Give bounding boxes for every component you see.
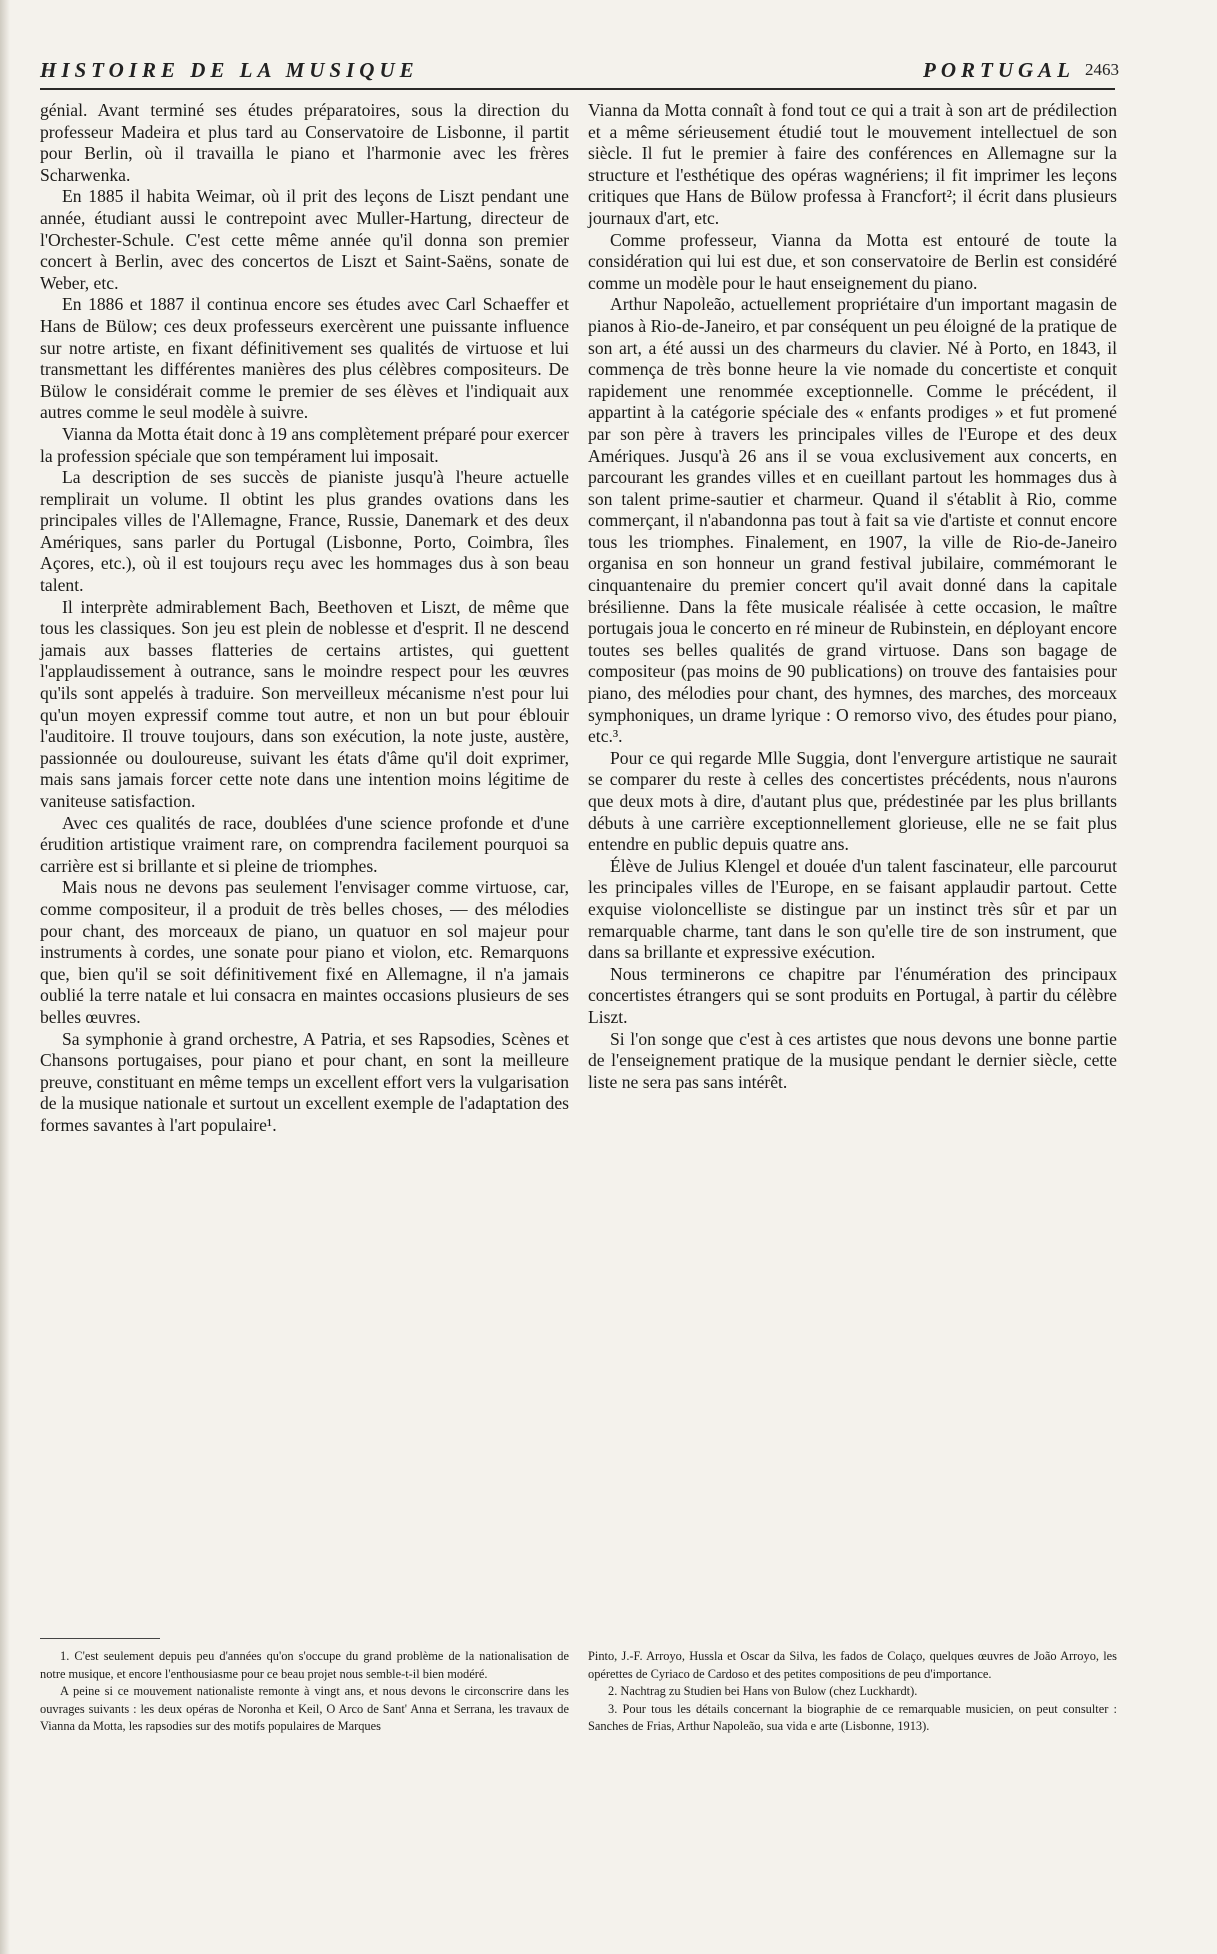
footnote: A peine si ce mouvement nationaliste remonte à vingt ans, et nous devons le circonscrire dans les ouvrages suivants : les deux opéras de Noronha et Keil, O Arco de Sant' Anna et Serrana, les travaux de Vianna da Motta, les rapsodies sur des motifs populaires de Marques: [40, 1684, 569, 1734]
paragraph: Si l'on songe que c'est à ces artistes que nous devons une bonne partie de l'enseignement pratique de la musique pendant le dernier siècle, cette liste ne sera pas sans intérêt.: [588, 1028, 1117, 1092]
paragraph: Arthur Napoleão, actuellement propriétaire d'un important magasin de pianos à Rio-de-Janeiro, et par conséquent un peu éloigné de la pratique de son art, a été aussi un des charmeurs du clavier. Né à Porto, en 1843, il commença de très bonne heure la vie nomade du concertiste et conquit rapidement une renommée exceptionnelle. Comme le précédent, il appartint à la catégorie spéciale des « enfants prodiges » et fut promené par son père à travers les principales villes de l'Europe et des deux Amériques. Jusqu'à 26 ans il se voua exclusivement aux concerts, en parcourant les grandes villes et en cueillant partout les hommages dus à son talent prime-sautier et charmeur. Quand il s'établit à Rio, comme commerçant, il n'abandonna pas tout à fait sa vie d'artiste et connut encore tous les triomphes. Finalement, en 1907, la ville de Rio-de-Janeiro organisa en son honneur un grand festival jubilaire, commémorant le cinquantenaire du premier concert qu'il avait donné dans la capitale brésilienne. Dans la fête musicale réalisée à cette occasion, le maître portugais joua le concerto en ré mineur de Rubinstein, en déployant encore toutes ses belles qualités de grand virtuose. Dans son bagage de compositeur (pas moins de 90 publications) on trouve des fantaisies pour piano, des mélodies pour chant, des hymnes, des marches, des morceaux symphoniques, un drame lyrique : O remorso vivo, des études pour piano, etc.³.: [588, 294, 1117, 747]
footnote: 1. C'est seulement depuis peu d'années qu'on s'occupe du grand problème de la nationalisation de notre musique, et encore l'enthousiasme pour ce beau projet nous semble-t-il bien modéré.: [40, 1649, 569, 1681]
footnote: 2. Nachtrag zu Studien bei Hans von Bulow (chez Luckhardt).: [608, 1684, 918, 1699]
running-header: [40, 58, 1119, 90]
paragraph: Pour ce qui regarde Mlle Suggia, dont l'envergure artistique ne saurait se comparer du reste à celles des concertistes précédents, nous n'aurons que deux mots à dire, d'autant plus que, prédestinée par les plus brillants débuts à une carrière exceptionnellement glorieuse, elle ne se fait plus entendre en public depuis quatre ans.: [588, 747, 1117, 855]
paragraph: Vianna da Motta connaît à fond tout ce qui a trait à son art de prédilection et a même sérieusement étudié tout le mouvement intellectuel de son siècle. Il fut le premier à faire des conférences en Allemagne sur la structure et l'esthétique des opéras wagnériens; il fit imprimer les leçons critiques que Hans de Bülow professa à Francfort²; il écrit dans plusieurs journaux d'art, etc.: [588, 100, 1117, 228]
footnote-separator: [40, 1638, 160, 1639]
right-text-column: [588, 100, 1117, 1093]
paragraph: Nous terminerons ce chapitre par l'énumération des principaux concertistes étrangers qui se sont produits en Portugal, à partir du célèbre Liszt.: [588, 963, 1117, 1027]
paragraph: La description de ses succès de pianiste jusqu'à l'heure actuelle remplirait un volume. Il obtint les plus grandes ovations dans les principales villes de l'Allemagne, France, Russie, Danemark et des deux Amériques, sans parler du Portugal (Lisbonne, Porto, Coimbra, îles Açores, etc.), où il est toujours reçu avec les hommages dus à son beau talent.: [40, 467, 569, 596]
paragraph: Sa symphonie à grand orchestre, A Patria, et ses Rapsodies, Scènes et Chansons portugaises, pour piano et pour chant, en sont la meilleure preuve, constituant en même temps un excellent effort vers la vulgarisation de la musique nationale et surtout un excellent exemple de l'adaptation des formes savantes à l'art populaire¹.: [40, 1028, 569, 1135]
page-number: 2463: [1085, 60, 1119, 79]
paragraph: génial. Avant terminé ses études préparatoires, sous la direction du professeur Madeira et plus tard au Conservatoire de Lisbonne, il partit pour Berlin, où il travailla le piano et l'harmonie avec les frères Scharwenka.: [40, 100, 569, 185]
header-book-title: HISTOIRE DE LA MUSIQUE: [40, 58, 419, 82]
paragraph: Vianna da Motta était donc à 19 ans complètement préparé pour exercer la profession spéciale que son tempérament lui imposait.: [40, 423, 569, 466]
paragraph: Mais nous ne devons pas seulement l'envisager comme virtuose, car, comme compositeur, il a produit de très belles choses, — des mélodies pour chant, des morceaux de piano, un quatuor en sol majeur pour instruments à cordes, une sonate pour piano et violon, etc. Remarquons que, bien qu'il se soit définitivement fixé en Allemagne, il n'a jamais oublié la terre natale et lui consacra en maintes occasions plusieurs de ses belles œuvres.: [40, 877, 569, 1027]
header-chapter-title: PORTUGAL: [923, 58, 1075, 82]
right-footnotes: [588, 1648, 1117, 1736]
footnote: 3. Pour tous les détails concernant la biographie de ce remarquable musicien, on peut consulter : Sanches de Frias, Arthur Napoleão, sua vida e arte (Lisbonne, 1913).: [588, 1701, 1117, 1734]
paragraph: Avec ces qualités de race, doublées d'une science profonde et d'une érudition artistique vraiment rare, on comprendra facilement pourquoi sa carrière est si brillante et si pleine de triomphes.: [40, 812, 569, 876]
paragraph: En 1885 il habita Weimar, où il prit des leçons de Liszt pendant une année, étudiant aussi le contrepoint avec Muller-Hartung, directeur de l'Orchester-Schule. C'est cette même année qu'il donna son premier concert à Berlin, avec des concertos de Liszt et Saint-Saëns, sonate de Weber, etc.: [40, 186, 569, 293]
paragraph: Il interprète admirablement Bach, Beethoven et Liszt, de même que tous les classiques. Son jeu est plein de noblesse et d'esprit. Il ne descend jamais aux basses flatteries de certains artistes, qui guettent l'applaudissement à outrance, sans le moindre respect pour les œuvres qu'ils sont appelés à traduire. Son merveilleux mécanisme n'est pour lui qu'un moyen expressif comme tout autre, et non un but pour éblouir l'auditoire. Il trouve toujours, dans son exécution, la note juste, austère, passionnée ou douloureuse, suivant les états d'âme qu'il doit exprimer, mais sans jamais forcer cette note dans une intention moins légitime de vaniteuse satisfaction.: [40, 596, 569, 811]
paragraph: Élève de Julius Klengel et douée d'un talent fascinateur, elle parcourut les principales villes de l'Europe, en se faisant applaudir partout. Cette exquise violoncelliste se distingue par un instinct très sûr et par un remarquable charme, tant dans le son qu'elle tire de son instrument, que dans sa brillante et expressive exécution.: [588, 855, 1117, 963]
paragraph: En 1886 et 1887 il continua encore ses études avec Carl Schaeffer et Hans de Bülow; ces deux professeurs exercèrent une puissante influence sur notre artiste, en fixant définitivement ses qualités de virtuose et lui transmettant les différentes manières des plus célèbres compositeurs. De Bülow le considérait comme le premier de ses élèves et l'indiquait aux autres comme le seul modèle à suivre.: [40, 294, 569, 423]
left-text-column: [40, 100, 569, 1137]
paragraph: Comme professeur, Vianna da Motta est entouré de toute la considération qui lui est due, et son conservatoire de Berlin est considéré comme un modèle pour le haut enseignement du piano.: [588, 229, 1117, 293]
page-edge-shadow: [0, 0, 10, 1954]
footnote: Pinto, J.-F. Arroyo, Hussla et Oscar da Silva, les fados de Colaço, quelques œuvres de João Arroyo, les opérettes de Cyriaco de Cardoso et des petites compositions de peu d'importance.: [588, 1649, 1117, 1681]
left-footnotes: [40, 1648, 569, 1736]
